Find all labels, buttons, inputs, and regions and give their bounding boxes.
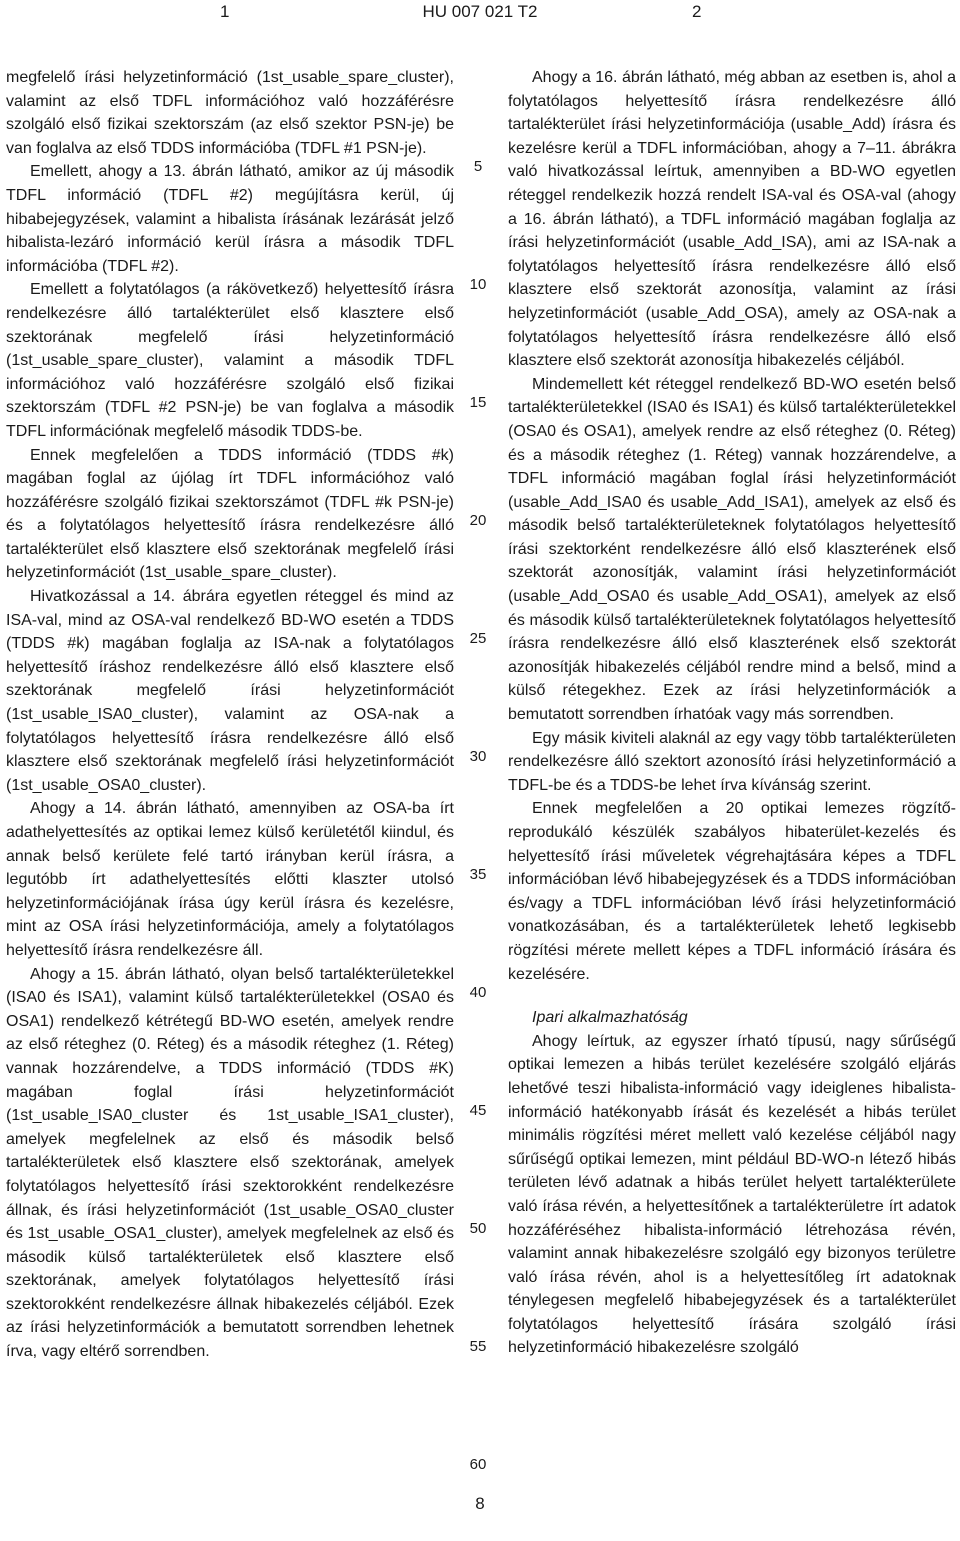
left-paragraph-1: megfelelő írási helyzetinformáció (1st_usable_spare_cluster), valamint az első TDFL információhoz való hozzáférésre szolgáló első fizikai szektorszám (az első szektor PSN-je) be van foglalva az első TDDS információba (TDFL #1 PSN-je). <box>6 69 454 157</box>
line-number: 50 <box>469 1220 487 1237</box>
line-number: 30 <box>469 748 487 765</box>
line-number: 45 <box>469 1102 487 1119</box>
left-paragraph-3: Emellett a folytatólagos (a rákövetkező) helyettesítő írásra rendelkezésre álló tartalékterület első klasztere első szektorának megfelelő írási helyzetinformáció (1st_usable_spare_cluster), valamint a második TDFL információhoz való hozzáférésre szolgáló első fizikai szektorszám (TDFL #2 PSN-je) be van foglalva a második TDFL információnak megfelelő második TDDS-be. <box>6 281 454 440</box>
left-paragraph-6: Ahogy a 14. ábrán látható, amennyiben az OSA-ba írt adathelyettesítés az optikai lemez külső kerületétől kiindul, és annak belső kerülete felé tartó irányban kerül írásra, a legutóbb írt adathelyettesítés előtti klaszter utolsó helyzetinformációjának írása úgy kerül írásra és kezelésre, mint az OSA írási helyzetinformációja, amely a folytatólagos helyettesítő írásra rendelkezésre áll. <box>6 800 454 959</box>
header-right-page-number: 2 <box>692 2 702 21</box>
line-number: 20 <box>469 512 487 529</box>
right-text-column <box>508 66 956 1360</box>
left-paragraph-2: Emellett, ahogy a 13. ábrán látható, amikor az új második TDFL információ (TDFL #2) megújításra kerül, új hibabejegyzések, valamint a hibalista írásának lezárását jelző hibalista-lezáró információ kerül írásra a második TDFL információba (TDFL #2). <box>6 163 454 275</box>
left-paragraph-5: Hivatkozással a 14. ábrára egyetlen réteggel és mind az ISA-val, mind az OSA-val rendelkező BD-WO esetén a TDDS (TDDS #k) magában foglalja az ISA-nak a folytatólagos helyettesítő íráshoz rendelkezésre álló első klasztere első szektorának megfelelő írási helyzetinformációt (1st_usable_ISA0_cluster), valamint az OSA-nak a folytatólagos helyettesítő írásra rendelkezésre álló első klasztere első szektorának megfelelő írási helyzetinformációt (1st_usable_OSA0_cluster). <box>6 588 454 794</box>
line-number: 40 <box>469 984 487 1001</box>
header-left-page-number: 1 <box>220 2 230 21</box>
line-number: 60 <box>469 1456 487 1473</box>
line-number: 35 <box>469 866 487 883</box>
line-number: 10 <box>469 276 487 293</box>
right-paragraph-3: Egy másik kiviteli alaknál az egy vagy több tartalékterületen rendelkezésre álló szektort azonosító írási helyzetinformáció a TDFL-be és a TDDS-be lehet írva kívánság szerint. <box>508 729 956 794</box>
section-heading-industrial-applicability: Ipari alkalmazhatóság <box>532 1009 688 1027</box>
right-paragraph-1: Ahogy a 16. ábrán látható, még abban az esetben is, ahol a folytatólagos helyettesítő írásra rendelkezésre álló tartalékterület írási helyzetinformációja (usable_Add) írásra és kezelésre kerül a TDFL információban, ahogy a 7–11. ábrákra való hivatkozással leírtuk, amennyiben a BD-WO egyetlen réteggel rendelkezik hozzá rendelt ISA-val és OSA-val (ahogy a 16. ábrán látható), a TDFL információ magában foglalja az írási helyzetinformációt (usable_Add_ISA), ami az ISA-nak a folytatólagos helyettesítő írásra rendelkezésre álló első klasztere első szektorát azonosítja, valamint az írási helyzetinformációt (usable_Add_OSA), amely az OSA-nak a folytatólagos helyettesítő írásra rendelkezésre álló első klasztere első szektorát azonosítja hibakezelés céljából. <box>508 69 956 370</box>
left-text-column <box>6 66 454 1364</box>
header-document-id: HU 007 021 T2 <box>422 2 538 21</box>
right-paragraph-2: Mindemellett két réteggel rendelkező BD-WO esetén belső tartalékterületekkel (ISA0 és ISA1) és külső tartalékterületekkel (OSA0 és OSA1), amelyek rendre az első réteghez (0. Réteg) és a második réteghez (1. Réteg) vannak hozzárendelve, a TDFL információ magában foglal írási helyzetinformációt (usable_Add_ISA0 és usable_Add_ISA1), amelyek az első és második belső tartalékterületeknek folytatólagos helyettesítő írási szektorként rendelkezésre álló első klaszterének első szektorát azonosítják, valamint írási helyzetinformációt (usable_Add_OSA0 és usable_Add_OSA1), amelyek az első és második külső tartalékterületeknek folytatólagos helyettesítő írásra rendelkezésre álló első klaszterének első szektorát azonosítják hibakezelés céljából rendre mind a belső, mind a külső rétegekhez. Ezek az írási helyzetinformációk a bemutatott sorrendben írhatóak vagy más sorrendben. <box>508 375 956 724</box>
left-paragraph-4: Ennek megfelelően a TDDS információ (TDDS #k) magában foglal az újólag írt TDFL információhoz való hozzáférésre szolgáló fizikai szektorszámot (TDFL #k PSN-je) és a folytatólagos helyettesítő írásra rendelkezésre álló tartalékterület első klasztere első szektorának megfelelő írási helyzetinformációt (1st_usable_spare_cluster). <box>6 446 454 582</box>
right-paragraph-5: Ahogy leírtuk, az egyszer írható típusú, nagy sűrűségű optikai lemezen a hibás terület kezelésére szolgáló eljárás lehetővé teszi hibalista-információ vagy ideiglenes hibalista-információ hatékonyabb írását és kezelését a hibás terület minimális rögzítési méret mellett való kezelése céljából nagy sűrűségű optikai lemezen, mint például BD-WO-n létező hibás területen lévő adatnak a hibás terület helyett tartalékterülete való írása révén, a helyettesítőnek a tartalékterületre írt adatok hozzáféréséhez hibalista-információ létrehozása révén, valamint annak hibakezelésre szolgáló egy bizonyos területre való írása révén, ahol is a helyettesítőleg írt adatoknak ténylegesen megfelelő hibabejegyzések és a tartalékterület folytatólagos helyettesítő írására szolgáló írási helyzetinformáció hibakezelésre szolgáló <box>508 1032 956 1357</box>
right-paragraph-4: Ennek megfelelően a 20 optikai lemezes rögzítő-reprodukáló készülék szabályos hibaterület-kezelés és helyettesítő írási műveletek végrehajtására képes a TDFL információban lévő hibabejegyzések és a TDDS információban és/vagy a TDFL információban lévő írási helyzetinformáció vonatkozásában, és a tartalékterületek lehető legkisebb rögzítési mérete mellett képes a TDFL információ írására és kezelésére. <box>508 800 956 983</box>
line-number: 15 <box>469 394 487 411</box>
line-number: 5 <box>473 158 483 175</box>
line-number: 25 <box>469 630 487 647</box>
footer-page-number: 8 <box>475 1494 485 1513</box>
left-paragraph-7: Ahogy a 15. ábrán látható, olyan belső tartalékterületekkel (ISA0 és ISA1), valamint külső tartalékterületekkel (OSA0 és OSA1) rendelkező kétrétegű BD-WO esetén, amelyek rendre az első réteghez (0. Réteg) és a második réteghez (1. Réteg) vannak hozzárendelve, a TDDS információ (TDDS #K) magában foglal írási helyzetinformációt (1st_usable_ISA0_cluster és 1st_usable_ISA1_cluster), amelyek megfelelnek az első és második belső tartalékterületek első klasztere első szektorának, amelyek folytatólagos helyettesítő írási szektorokként rendelkezésre állnak, és írási helyzetinformációt (1st_usable_OSA0_cluster és 1st_usable_OSA1_cluster), amelyek megfelelnek az első és második külső tartalékterületek első klasztere első szektorának, amelyek folytatólagos helyettesítő írási szektorokként rendelkezésre állnak hibakezelés céljából. Ezek az írási helyzetinformációk a bemutatott sorrendben lehetnek írva, vagy eltérő sorrendben. <box>6 965 454 1361</box>
line-number: 55 <box>469 1338 487 1355</box>
